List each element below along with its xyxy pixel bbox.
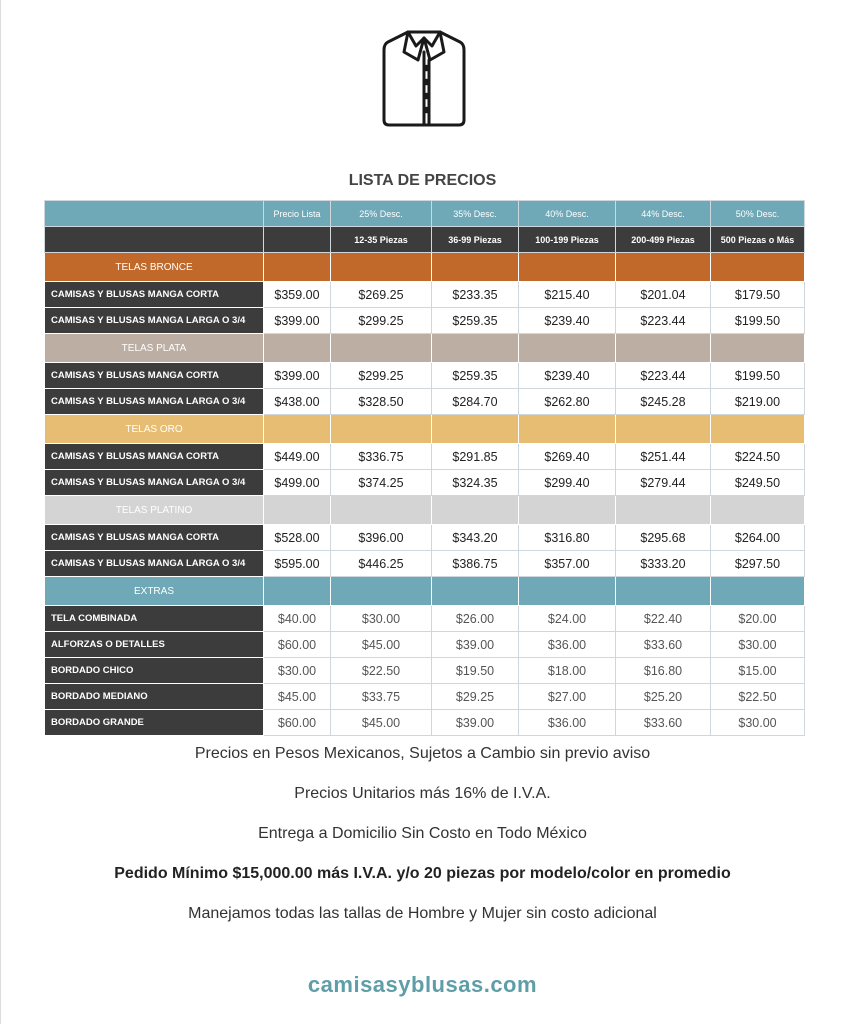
table-row	[45, 389, 805, 415]
website-link[interactable]: camisasyblusas.com	[307, 972, 538, 997]
price-cell: $33.60	[616, 710, 711, 736]
section-fill-cell	[519, 496, 616, 525]
section-fill-cell	[711, 334, 805, 363]
note-minimum-order: Pedido Mínimo $15,000.00 más I.V.A. y/o 20 piezas por modelo/color en promedio	[114, 865, 731, 882]
price-cell: $438.00	[264, 389, 331, 415]
row-label: CAMISAS Y BLUSAS MANGA CORTA	[45, 525, 264, 551]
price-cell: $33.75	[331, 684, 432, 710]
table-row	[45, 684, 805, 710]
section-fill-cell	[432, 577, 519, 606]
price-cell: $446.25	[331, 551, 432, 577]
section-fill-cell	[264, 334, 331, 363]
row-label: BORDADO MEDIANO	[45, 684, 264, 710]
header-corner	[45, 227, 264, 253]
price-cell: $27.00	[519, 684, 616, 710]
section-fill-cell	[616, 577, 711, 606]
price-cell: $528.00	[264, 525, 331, 551]
price-cell: $359.00	[264, 282, 331, 308]
price-cell: $449.00	[264, 444, 331, 470]
row-label: BORDADO GRANDE	[45, 710, 264, 736]
header-corner	[45, 201, 264, 227]
price-cell: $22.40	[616, 606, 711, 632]
section-fill-cell	[711, 577, 805, 606]
price-cell: $179.50	[711, 282, 805, 308]
table-row	[45, 606, 805, 632]
section-fill-cell	[432, 496, 519, 525]
table-row	[45, 282, 805, 308]
price-cell: $29.25	[432, 684, 519, 710]
price-cell: $343.20	[432, 525, 519, 551]
price-table	[44, 200, 805, 736]
price-cell: $201.04	[616, 282, 711, 308]
section-fill-cell	[331, 253, 432, 282]
price-cell: $22.50	[331, 658, 432, 684]
price-cell: $30.00	[331, 606, 432, 632]
price-cell: $24.00	[519, 606, 616, 632]
section-title: TELAS PLATA	[45, 334, 264, 363]
price-cell: $215.40	[519, 282, 616, 308]
section-title: TELAS BRONCE	[45, 253, 264, 282]
price-cell: $399.00	[264, 308, 331, 334]
section-row	[45, 253, 805, 282]
price-cell: $16.80	[616, 658, 711, 684]
price-cell: $374.25	[331, 470, 432, 496]
table-row	[45, 551, 805, 577]
header-cell: 500 Piezas o Más	[711, 227, 805, 253]
section-fill-cell	[331, 334, 432, 363]
header-cell: 12-35 Piezas	[331, 227, 432, 253]
note-delivery: Entrega a Domicilio Sin Costo en Todo México	[258, 825, 587, 842]
section-fill-cell	[432, 334, 519, 363]
price-cell: $291.85	[432, 444, 519, 470]
price-cell: $269.25	[331, 282, 432, 308]
row-label: CAMISAS Y BLUSAS MANGA LARGA O 3/4	[45, 551, 264, 577]
section-fill-cell	[616, 253, 711, 282]
section-row	[45, 496, 805, 525]
price-cell: $60.00	[264, 710, 331, 736]
section-fill-cell	[331, 577, 432, 606]
header-corner	[264, 227, 331, 253]
price-cell: $328.50	[331, 389, 432, 415]
price-cell: $199.50	[711, 363, 805, 389]
price-cell: $299.25	[331, 308, 432, 334]
price-cell: $357.00	[519, 551, 616, 577]
price-cell: $499.00	[264, 470, 331, 496]
header-cell: Precio Lista	[264, 201, 331, 227]
price-cell: $249.50	[711, 470, 805, 496]
header-cell: 25% Desc.	[331, 201, 432, 227]
section-fill-cell	[264, 415, 331, 444]
price-cell: $262.80	[519, 389, 616, 415]
header-row-discounts	[45, 201, 805, 227]
price-cell: $295.68	[616, 525, 711, 551]
section-fill-cell	[432, 253, 519, 282]
price-cell: $15.00	[711, 658, 805, 684]
row-label: ALFORZAS O DETALLES	[45, 632, 264, 658]
row-label: TELA COMBINADA	[45, 606, 264, 632]
section-fill-cell	[711, 253, 805, 282]
page-title: LISTA DE PRECIOS	[348, 172, 497, 189]
section-fill-cell	[711, 415, 805, 444]
price-cell: $25.20	[616, 684, 711, 710]
header-cell: 40% Desc.	[519, 201, 616, 227]
price-cell: $20.00	[711, 606, 805, 632]
section-row	[45, 577, 805, 606]
header-row-quantities	[45, 227, 805, 253]
section-fill-cell	[264, 577, 331, 606]
section-fill-cell	[519, 334, 616, 363]
price-cell: $33.60	[616, 632, 711, 658]
section-fill-cell	[331, 496, 432, 525]
section-fill-cell	[616, 334, 711, 363]
row-label: CAMISAS Y BLUSAS MANGA LARGA O 3/4	[45, 470, 264, 496]
price-cell: $45.00	[264, 684, 331, 710]
note-currency: Precios en Pesos Mexicanos, Sujetos a Cambio sin previo aviso	[194, 745, 651, 762]
price-cell: $399.00	[264, 363, 331, 389]
price-cell: $239.40	[519, 363, 616, 389]
price-cell: $333.20	[616, 551, 711, 577]
section-fill-cell	[519, 577, 616, 606]
price-cell: $269.40	[519, 444, 616, 470]
table-row	[45, 363, 805, 389]
price-cell: $595.00	[264, 551, 331, 577]
header-cell: 200-499 Piezas	[616, 227, 711, 253]
price-cell: $259.35	[432, 308, 519, 334]
section-fill-cell	[616, 496, 711, 525]
price-cell: $396.00	[331, 525, 432, 551]
section-row	[45, 415, 805, 444]
table-row	[45, 470, 805, 496]
price-cell: $26.00	[432, 606, 519, 632]
section-fill-cell	[264, 496, 331, 525]
section-fill-cell	[432, 415, 519, 444]
row-label: BORDADO CHICO	[45, 658, 264, 684]
price-cell: $19.50	[432, 658, 519, 684]
price-cell: $324.35	[432, 470, 519, 496]
row-label: CAMISAS Y BLUSAS MANGA LARGA O 3/4	[45, 308, 264, 334]
price-cell: $223.44	[616, 308, 711, 334]
price-cell: $316.80	[519, 525, 616, 551]
price-cell: $30.00	[711, 632, 805, 658]
table-row	[45, 632, 805, 658]
price-cell: $45.00	[331, 632, 432, 658]
header-cell: 35% Desc.	[432, 201, 519, 227]
price-cell: $199.50	[711, 308, 805, 334]
table-row	[45, 444, 805, 470]
price-cell: $251.44	[616, 444, 711, 470]
price-cell: $30.00	[711, 710, 805, 736]
price-cell: $22.50	[711, 684, 805, 710]
price-cell: $30.00	[264, 658, 331, 684]
section-fill-cell	[711, 496, 805, 525]
price-cell: $245.28	[616, 389, 711, 415]
section-row	[45, 334, 805, 363]
section-fill-cell	[331, 415, 432, 444]
price-cell: $284.70	[432, 389, 519, 415]
section-fill-cell	[519, 253, 616, 282]
header-cell: 50% Desc.	[711, 201, 805, 227]
price-cell: $219.00	[711, 389, 805, 415]
price-cell: $239.40	[519, 308, 616, 334]
row-label: CAMISAS Y BLUSAS MANGA LARGA O 3/4	[45, 389, 264, 415]
section-fill-cell	[519, 415, 616, 444]
table-row	[45, 710, 805, 736]
section-fill-cell	[616, 415, 711, 444]
section-fill-cell	[264, 253, 331, 282]
header-cell: 36-99 Piezas	[432, 227, 519, 253]
table-row	[45, 525, 805, 551]
row-label: CAMISAS Y BLUSAS MANGA CORTA	[45, 363, 264, 389]
header-cell: 100-199 Piezas	[519, 227, 616, 253]
row-label: CAMISAS Y BLUSAS MANGA CORTA	[45, 444, 264, 470]
price-cell: $36.00	[519, 710, 616, 736]
price-cell: $36.00	[519, 632, 616, 658]
note-tax: Precios Unitarios más 16% de I.V.A.	[294, 785, 551, 802]
price-cell: $18.00	[519, 658, 616, 684]
price-cell: $264.00	[711, 525, 805, 551]
price-cell: $299.25	[331, 363, 432, 389]
section-title: TELAS ORO	[45, 415, 264, 444]
table-row	[45, 658, 805, 684]
price-cell: $336.75	[331, 444, 432, 470]
section-title: TELAS PLATINO	[45, 496, 264, 525]
price-cell: $45.00	[331, 710, 432, 736]
price-cell: $233.35	[432, 282, 519, 308]
price-cell: $386.75	[432, 551, 519, 577]
price-cell: $279.44	[616, 470, 711, 496]
price-cell: $297.50	[711, 551, 805, 577]
price-cell: $39.00	[432, 710, 519, 736]
table-row	[45, 308, 805, 334]
section-title: EXTRAS	[45, 577, 264, 606]
price-cell: $299.40	[519, 470, 616, 496]
price-cell: $60.00	[264, 632, 331, 658]
note-sizes: Manejamos todas las tallas de Hombre y Mujer sin costo adicional	[188, 905, 657, 922]
price-cell: $224.50	[711, 444, 805, 470]
shirt-icon	[374, 22, 474, 132]
price-cell: $259.35	[432, 363, 519, 389]
row-label: CAMISAS Y BLUSAS MANGA CORTA	[45, 282, 264, 308]
price-cell: $223.44	[616, 363, 711, 389]
price-cell: $39.00	[432, 632, 519, 658]
price-cell: $40.00	[264, 606, 331, 632]
header-cell: 44% Desc.	[616, 201, 711, 227]
